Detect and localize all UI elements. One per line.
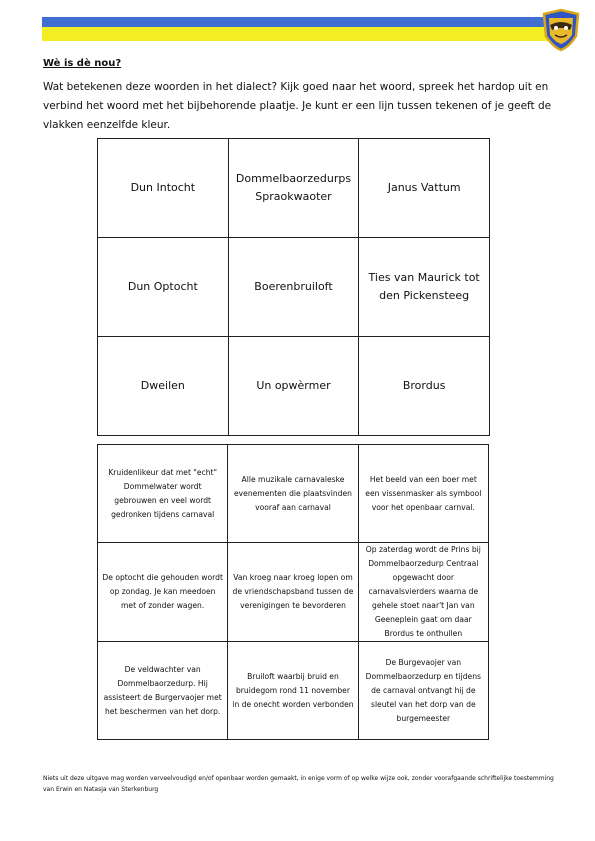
definition-cell[interactable]: De veldwachter van Dommelbaorzedurp. Hij assisteert de Burgervaojer met het beschermen van het dorp. [98, 642, 228, 740]
definitions-row [98, 543, 489, 642]
words-row [98, 139, 490, 238]
header-band-yellow [42, 27, 550, 41]
word-cell[interactable]: Dun Intocht [98, 139, 229, 238]
header-band-blue [42, 17, 550, 27]
word-cell[interactable]: Dweilen [98, 337, 229, 436]
word-cell[interactable]: Janus Vattum [359, 139, 490, 238]
carnival-mascot-shield-icon [541, 8, 581, 52]
word-cell[interactable]: Un opwèrmer [228, 337, 359, 436]
definition-cell[interactable]: De Burgevaojer van Dommelbaorzedurp en tijdens de carnaval ontvangt hij de sleutel van het dorp van de burgemeester [358, 642, 488, 740]
definition-cell[interactable]: Bruiloft waarbij bruid en bruidegom rond 11 november in de onecht worden verbonden [228, 642, 358, 740]
word-cell[interactable]: Boerenbruiloft [228, 238, 359, 337]
word-cell[interactable]: Ties van Maurick tot den Pickensteeg [359, 238, 490, 337]
definitions-row [98, 445, 489, 543]
word-cell[interactable]: Brordus [359, 337, 490, 436]
definition-cell[interactable]: De optocht die gehouden wordt op zondag. Je kan meedoen met of zonder wagen. [98, 543, 228, 642]
definition-cell[interactable]: Alle muzikale carnavaleske evenementen die plaatsvinden vooraf aan carnaval [228, 445, 358, 543]
definitions-grid [97, 444, 489, 740]
definition-cell[interactable]: Van kroeg naar kroeg lopen om de vriendschapsband tussen de verenigingen te bevorderen [228, 543, 358, 642]
dialect-words-grid [97, 138, 490, 436]
word-cell[interactable]: Dommelbaorzedurps Spraokwaoter [228, 139, 359, 238]
definitions-row [98, 642, 489, 740]
word-cell[interactable]: Dun Optocht [98, 238, 229, 337]
definition-cell[interactable]: Op zaterdag wordt de Prins bij Dommelbaorzedurp Centraal opgewacht door carnavalsvierders waarna de gehele stoet naar't Jan van Geeneplein gaat om daar Brordus te onthullen [358, 543, 488, 642]
words-row [98, 337, 490, 436]
copyright-footer: Niets uit deze uitgave mag worden verveelvoudigd en/of openbaar worden gemaakt, in enige vorm of op welke wijze ook, zonder voorafgaande schriftelijke toestemming van Erwin en Natasja van Sterkenburg [43, 775, 554, 793]
definition-cell[interactable]: Kruidenlikeur dat met "echt" Dommelwater wordt gebrouwen en veel wordt gedronken tijdens carnaval [98, 445, 228, 543]
definition-cell[interactable]: Het beeld van een boer met een vissenmasker als symbool voor het openbaar carnval. [358, 445, 488, 543]
page-title: Wè is dè nou? [43, 58, 122, 69]
words-row [98, 238, 490, 337]
instructions: Wat betekenen deze woorden in het dialect? Kijk goed naar het woord, spreek het hardop uit en verbind het woord met het bijbehorende plaatje. Je kunt er een lijn tussen tekenen of je geeft de vlakken eenzelfde kleur. [43, 81, 552, 131]
